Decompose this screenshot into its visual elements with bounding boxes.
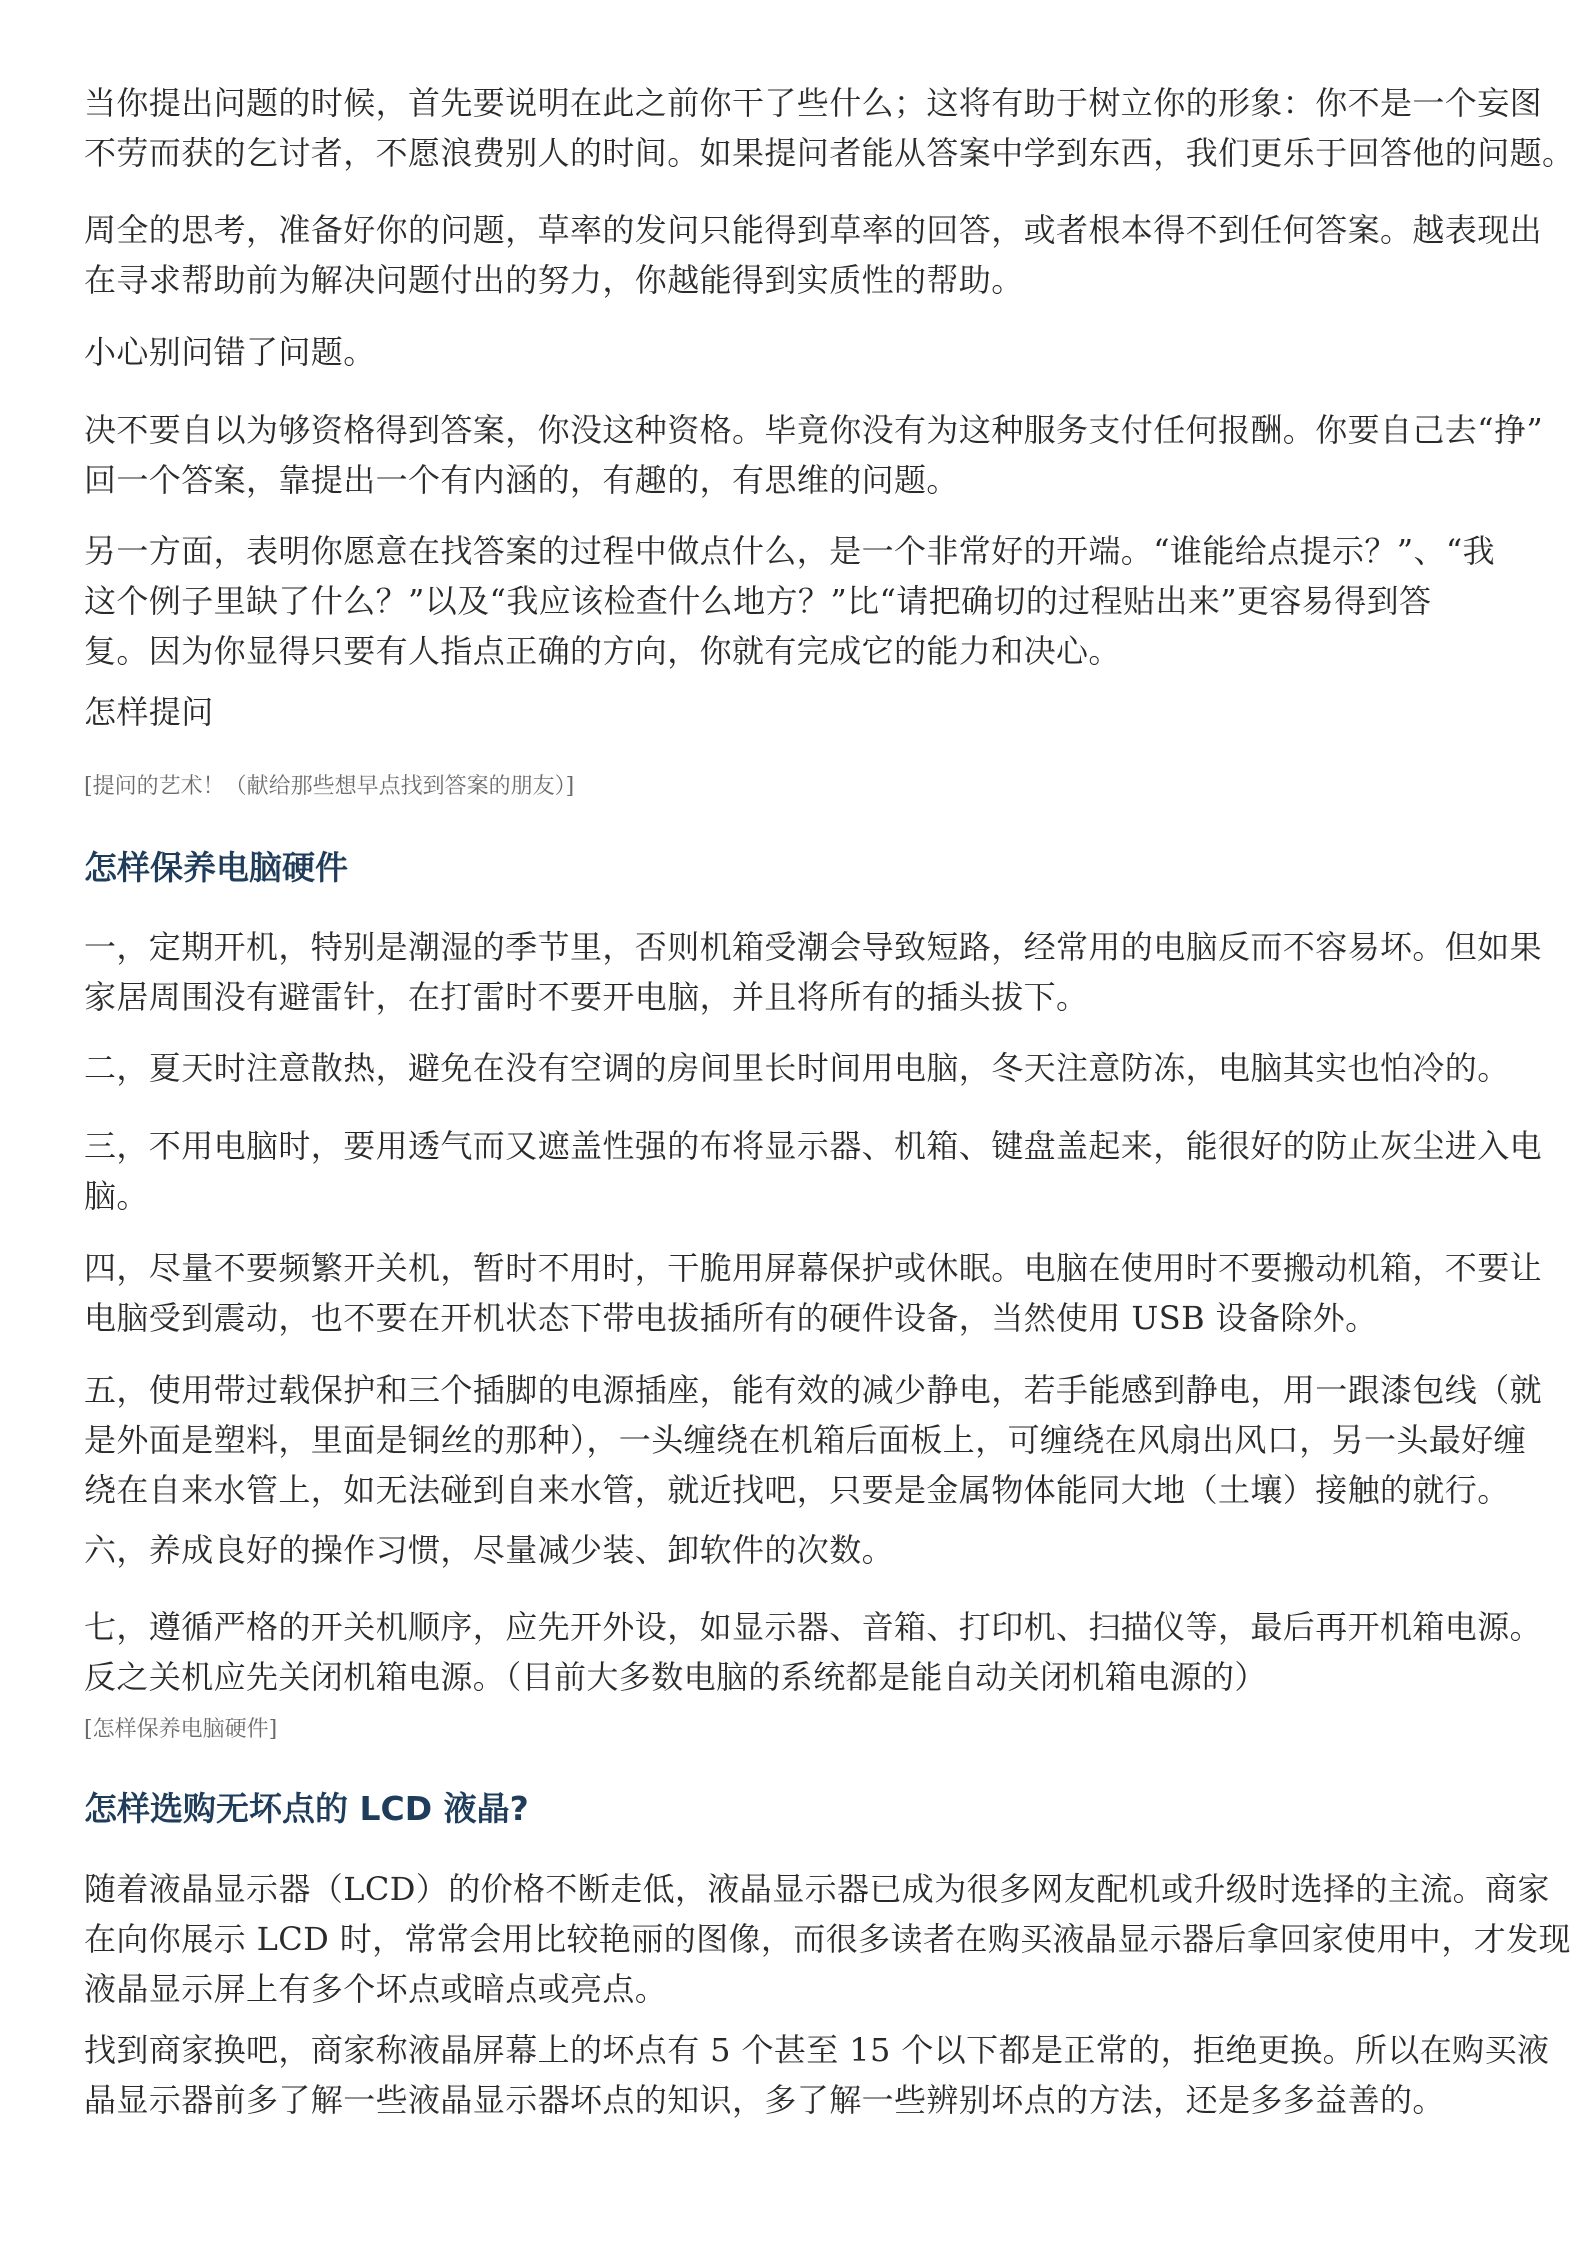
text-line: 电脑受到震动，也不要在开机状态下带电拔插所有的硬件设备，当然使用 USB 设备除外。: [84, 1299, 1378, 1337]
paragraph-how-to-ask: [84, 687, 1524, 737]
text-line: 在寻求帮助前为解决问题付出的努力，你越能得到实质性的帮助。: [84, 261, 1024, 299]
text-line: 当你提出问题的时候，首先要说明在此之前你干了些什么；这将有助于树立你的形象：你不是一个妄图: [84, 84, 1543, 122]
section-heading-lcd: [84, 1787, 1524, 1831]
paragraph-item-3: [84, 1121, 1543, 1221]
text-line: 这个例子里缺了什么？”以及“我应该检查什么地方？”比“请把确切的过程贴出来”更容易得到答: [84, 582, 1432, 620]
text-line: 一，定期开机，特别是潮湿的季节里，否则机箱受潮会导致短路，经常用的电脑反而不容易坏。但如果: [84, 928, 1543, 966]
paragraph-no-entitlement: [84, 405, 1544, 505]
paragraph-wrong-question: [84, 327, 1524, 377]
text-line: 家居周围没有避雷针，在打雷时不要开电脑，并且将所有的插头拔下。: [84, 978, 1089, 1016]
text-line: 七，遵循严格的开关机顺序，应先开外设，如显示器、音箱、打印机、扫描仪等，最后再开机箱电源。: [84, 1608, 1543, 1646]
paragraph-item-1: [84, 922, 1543, 1022]
source-note: [84, 1715, 1524, 1745]
text-line: 是外面是塑料，里面是铜丝的那种），一头缠绕在机箱后面板上，可缠绕在风扇出风口，另一头最好缠: [84, 1421, 1527, 1459]
text-line: 随着液晶显示器（LCD）的价格不断走低，液晶显示器已成为很多网友配机或升级时选择的主流。商家: [84, 1870, 1550, 1908]
text-line: 反之关机应先关闭机箱电源。（目前大多数电脑的系统都是能自动关闭机箱电源的）: [84, 1658, 1267, 1696]
text-line: 回一个答案，靠提出一个有内涵的，有趣的，有思维的问题。: [84, 461, 959, 499]
text-line: 四，尽量不要频繁开关机，暂时不用时，干脆用屏幕保护或休眠。电脑在使用时不要搬动机箱，不要让: [84, 1249, 1543, 1287]
paragraph-ask-context: [84, 78, 1575, 178]
section-heading-hardware: [84, 846, 1524, 890]
text-line: 怎样选购无坏点的 LCD 液晶?: [84, 1789, 529, 1828]
text-line: 六，养成良好的操作习惯，尽量减少装、卸软件的次数。: [84, 1531, 895, 1569]
text-line: 五，使用带过载保护和三个插脚的电源插座，能有效的减少静电，若手能感到静电，用一跟漆包线（就: [84, 1371, 1543, 1409]
text-line: 怎样提问: [84, 693, 214, 731]
text-line: 找到商家换吧，商家称液晶屏幕上的坏点有 5 个甚至 15 个以下都是正常的，拒绝更换。所以在购买液: [84, 2031, 1550, 2069]
paragraph-think-first: [84, 205, 1543, 305]
paragraph-item-5: [84, 1365, 1543, 1515]
text-line: 二，夏天时注意散热，避免在没有空调的房间里长时间用电脑，冬天注意防冻，电脑其实也怕冷的。: [84, 1049, 1510, 1087]
paragraph-lcd-dead-pixels: [84, 2025, 1550, 2125]
text-line: [怎样保养电脑硬件]: [84, 1717, 278, 1742]
text-line: 不劳而获的乞讨者，不愿浪费别人的时间。如果提问者能从答案中学到东西，我们更乐于回答他的问题。: [84, 134, 1575, 172]
paragraph-show-effort: [84, 526, 1524, 676]
paragraph-item-4: [84, 1243, 1543, 1343]
text-line: 另一方面，表明你愿意在找答案的过程中做点什么，是一个非常好的开端。“谁能给点提示？”、“我: [84, 532, 1496, 570]
text-line: 脑。: [84, 1177, 149, 1215]
source-note: [84, 772, 1524, 802]
text-line: 绕在自来水管上，如无法碰到自来水管，就近找吧，只要是金属物体能同大地（土壤）接触的就行。: [84, 1471, 1510, 1509]
paragraph-item-7: [84, 1602, 1543, 1702]
paragraph-lcd-intro: [84, 1864, 1571, 2014]
text-line: 晶显示器前多了解一些液晶显示器坏点的知识，多了解一些辨别坏点的方法，还是多多益善的。: [84, 2081, 1445, 2119]
text-line: 小心别问错了问题。: [84, 333, 376, 371]
text-line: 三，不用电脑时，要用透气而又遮盖性强的布将显示器、机箱、键盘盖起来，能很好的防止灰尘进入电: [84, 1127, 1543, 1165]
text-line: 液晶显示屏上有多个坏点或暗点或亮点。: [84, 1970, 668, 2008]
text-line: [提问的艺术！（献给那些想早点找到答案的朋友）]: [84, 774, 575, 799]
text-line: 复。因为你显得只要有人指点正确的方向，你就有完成它的能力和决心。: [84, 632, 1121, 670]
text-line: 怎样保养电脑硬件: [84, 848, 348, 887]
paragraph-item-2: [84, 1043, 1524, 1093]
text-line: 决不要自以为够资格得到答案，你没这种资格。毕竟你没有为这种服务支付任何报酬。你要自己去“挣”: [84, 411, 1544, 449]
text-line: 周全的思考，准备好你的问题，草率的发问只能得到草率的回答，或者根本得不到任何答案。越表现出: [84, 211, 1543, 249]
paragraph-item-6: [84, 1525, 1524, 1575]
text-line: 在向你展示 LCD 时，常常会用比较艳丽的图像，而很多读者在购买液晶显示器后拿回家使用中，才发现: [84, 1920, 1571, 1958]
